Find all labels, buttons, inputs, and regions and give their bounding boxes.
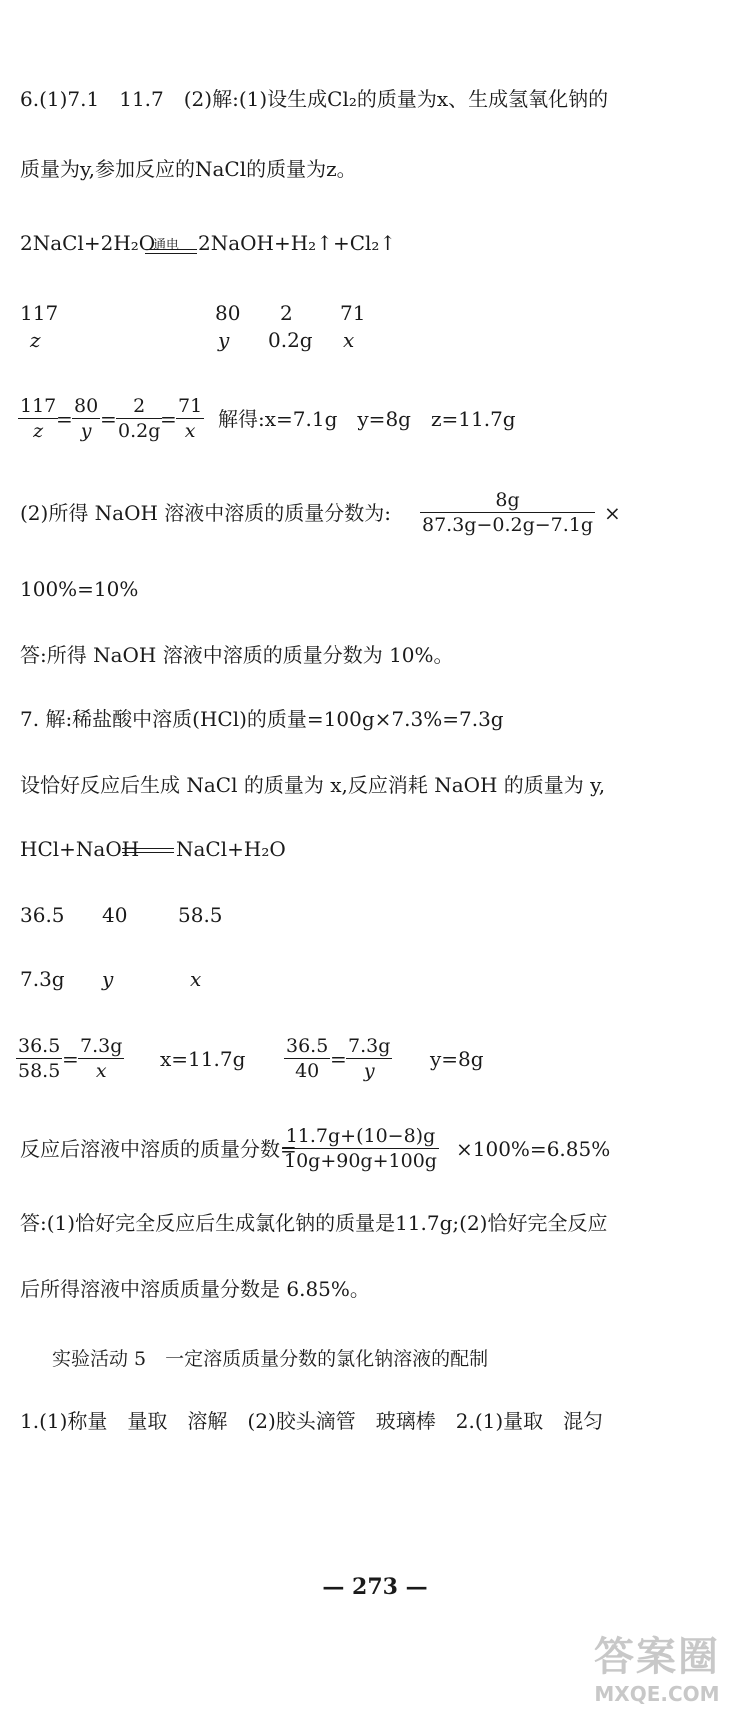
- q6-mass-117: 117: [20, 301, 59, 325]
- q6-var-x: x: [343, 328, 355, 352]
- watermark: [594, 1625, 720, 1706]
- page-number: — 273 —: [322, 1574, 428, 1600]
- q6-equation-right: 2NaOH+H₂↑+Cl₂↑: [198, 231, 397, 255]
- q7-equation-left: HCl+NaOH: [20, 837, 140, 861]
- q7-fraction-36-5-58-5: 36.5 58.5: [18, 1035, 61, 1082]
- q7-answer-line-1: 答:(1)恰好完全反应后生成氯化钠的质量是11.7g;(2)恰好完全反应: [20, 1211, 608, 1235]
- q6-equation-left: 2NaCl+2H₂O: [20, 231, 156, 255]
- q6-line-2: 质量为y,参加反应的NaCl的质量为z。: [20, 157, 357, 181]
- q7-answer-line-2: 后所得溶液中溶质质量分数是 6.85%。: [20, 1277, 370, 1301]
- q6-condition-label: 通电: [153, 238, 180, 253]
- experiment-answers-line: 1.(1)称量 量取 溶解 (2)胶头滴管 玻璃棒 2.(1)量取 混匀: [20, 1409, 604, 1433]
- q6-var-z: z: [30, 328, 41, 352]
- q7-result-y: y=8g: [430, 1047, 484, 1071]
- q6-fraction-117-z: 117 z: [20, 395, 57, 442]
- q6-fraction-2-0-2g: 2 0.2g: [118, 395, 161, 442]
- q6-mass-2: 2: [280, 301, 293, 325]
- q7-line-1: 7. 解:稀盐酸中溶质(HCl)的质量=100g×7.3%=7.3g: [20, 707, 504, 731]
- q7-result-x: x=11.7g: [160, 1047, 246, 1071]
- q7-var-y: y: [102, 967, 114, 991]
- q6-var-y: y: [218, 328, 230, 352]
- q6-line-1: 6.(1)7.1 11.7 (2)解:(1)设生成Cl₂的质量为x、生成氢氧化钠的: [20, 87, 609, 111]
- section-title: 实验活动 5 一定溶质质量分数的氯化钠溶液的配制: [52, 1348, 489, 1370]
- watermark-logo: 答案圈: [594, 1634, 720, 1680]
- q7-equation-equals: [122, 842, 174, 854]
- q7-fraction-7-3g-x: 7.3g x: [80, 1035, 123, 1082]
- q7-var-7-3g: 7.3g: [20, 967, 65, 991]
- q6-part2-result: 100%=10%: [20, 577, 139, 601]
- q6-reaction-condition: [145, 238, 197, 254]
- q6-var-0-2g: 0.2g: [268, 328, 313, 352]
- q6-mass-80: 80: [215, 301, 241, 325]
- q7-mass-36-5: 36.5: [20, 903, 65, 927]
- watermark-url: MXQE.COM: [594, 1682, 720, 1706]
- q7-mass-40: 40: [102, 903, 128, 927]
- q6-part2-fraction: 8g 87.3g−0.2g−7.1g: [422, 489, 594, 536]
- q7-percent-label: 反应后溶液中溶质的质量分数=: [20, 1137, 297, 1161]
- q6-mass-71: 71: [340, 301, 366, 325]
- q7-fraction-36-5-40: 36.5 40: [286, 1035, 329, 1082]
- q7-mass-58-5: 58.5: [178, 903, 223, 927]
- q6-fraction-80-y: 80 y: [74, 395, 99, 442]
- q7-var-x: x: [190, 967, 202, 991]
- q6-answer: 答:所得 NaOH 溶液中溶质的质量分数为 10%。: [20, 643, 454, 667]
- q7-equation-right: NaCl+H₂O: [176, 837, 286, 861]
- q6-part2-text: (2)所得 NaOH 溶液中溶质的质量分数为:: [20, 501, 392, 525]
- q7-percent-fraction: 11.7g+(10−8)g 10g+90g+100g: [284, 1125, 437, 1172]
- q6-fraction-71-x: 71 x: [178, 395, 203, 442]
- q7-line-2: 设恰好反应后生成 NaCl 的质量为 x,反应消耗 NaOH 的质量为 y,: [20, 773, 606, 797]
- q7-percent-result: ×100%=6.85%: [456, 1137, 611, 1161]
- q6-part2-times: ×: [604, 501, 621, 525]
- q6-solve-result: 解得:x=7.1g y=8g z=11.7g: [218, 407, 516, 431]
- q7-fraction-7-3g-y: 7.3g y: [348, 1035, 391, 1082]
